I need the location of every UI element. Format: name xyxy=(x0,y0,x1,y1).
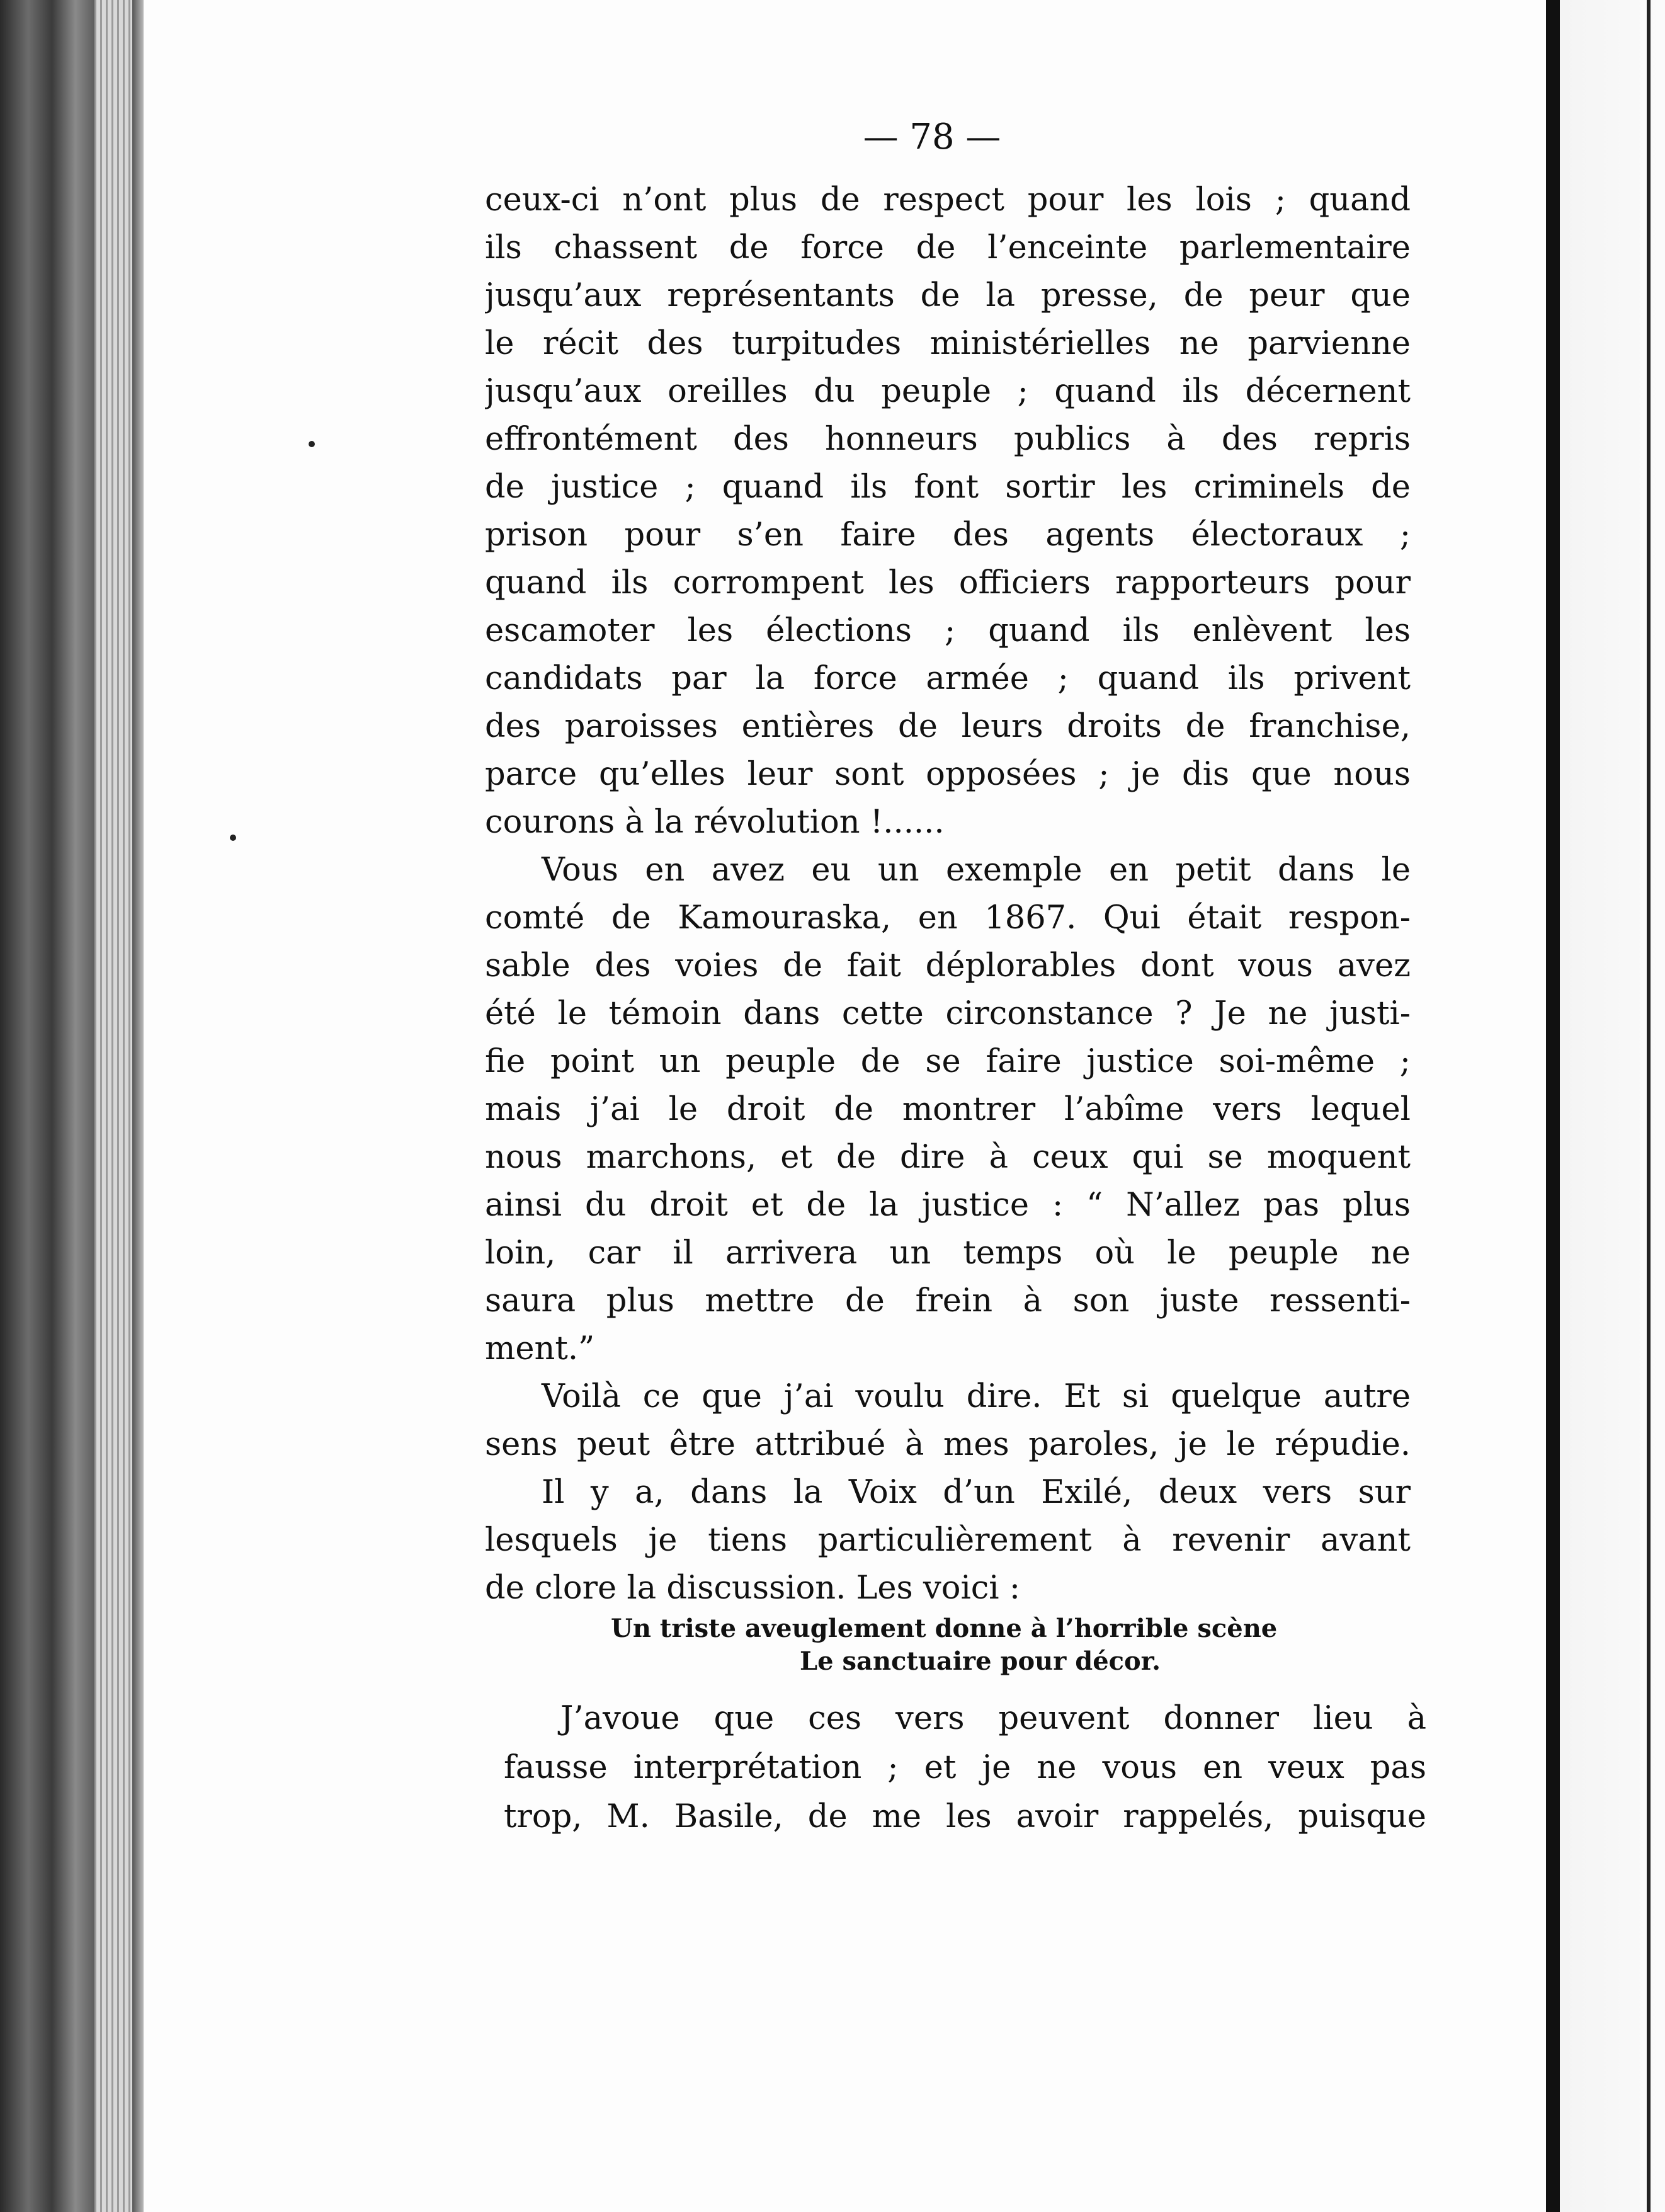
text-line: des paroisses entières de leurs droits de franchise, xyxy=(485,708,1411,745)
text-line: prison pour s’en faire des agents électoraux ; xyxy=(485,516,1411,554)
text-line: effrontément des honneurs publics à des repris xyxy=(485,421,1411,458)
text-line: courons à la révolution !...... xyxy=(485,804,945,841)
text-line: fausse interprétation ; et je ne vous en veux pas xyxy=(504,1749,1426,1786)
text-line: trop, M. Basile, de me les avoir rappelés, puisque xyxy=(504,1798,1426,1835)
body-text xyxy=(485,176,1411,1612)
gutter-shadow xyxy=(132,0,144,2212)
text-line: sens peut être attribué à mes paroles, je le répudie. xyxy=(485,1426,1411,1463)
verse-line: Un triste aveuglement donne à l’horrible scène xyxy=(611,1614,1278,1643)
scan-speck xyxy=(230,835,236,841)
text-line: parce qu’elles leur sont opposées ; je dis que nous xyxy=(485,756,1411,793)
text-line: comté de Kamouraska, en 1867. Qui était respon- xyxy=(485,899,1411,937)
text-line: nous marchons, et de dire à ceux qui se moquent xyxy=(485,1139,1411,1176)
text-line: ils chassent de force de l’enceinte parlementaire xyxy=(485,229,1411,266)
text-line: Vous en avez eu un exemple en petit dans le xyxy=(542,852,1411,889)
right-edge-line xyxy=(1647,0,1651,2212)
text-line: été le témoin dans cette circonstance ? Je ne justi- xyxy=(485,995,1411,1032)
text-line: Il y a, dans la Voix d’un Exilé, deux vers sur xyxy=(542,1474,1411,1511)
text-line: ment.” xyxy=(485,1330,595,1367)
text-line: Voilà ce que j’ai voulu dire. Et si quelque autre xyxy=(542,1378,1411,1415)
text-line: lesquels je tiens particulièrement à revenir avant xyxy=(485,1522,1411,1559)
text-line: jusqu’aux représentants de la presse, de peur que xyxy=(485,277,1411,314)
text-line: quand ils corrompent les officiers rapporteurs pour xyxy=(485,564,1411,601)
text-line: loin, car il arrivera un temps où le peuple ne xyxy=(485,1234,1411,1272)
text-line: mais j’ai le droit de montrer l’abîme vers lequel xyxy=(485,1091,1411,1128)
text-line: candidats par la force armée ; quand ils privent xyxy=(485,660,1411,697)
text-line: ainsi du droit et de la justice : “ N’allez pas plus xyxy=(485,1187,1411,1224)
verse-line: Le sanctuaire pour décor. xyxy=(800,1646,1161,1676)
body-text-continued xyxy=(504,1694,1426,1842)
text-line: jusqu’aux oreilles du peuple ; quand ils décernent xyxy=(485,373,1411,410)
text-line: saura plus mettre de frein à son juste ressenti- xyxy=(485,1282,1411,1320)
text-line: sable des voies de fait déplorables dont vous avez xyxy=(485,947,1411,984)
text-line: ceux-ci n’ont plus de respect pour les lois ; quand xyxy=(485,181,1411,219)
text-line: le récit des turpitudes ministérielles ne parvienne xyxy=(485,325,1411,362)
text-line: de clore la discussion. Les voici : xyxy=(485,1570,1021,1607)
scan-speck xyxy=(309,441,315,447)
book-binding-edge xyxy=(0,0,94,2212)
text-line: de justice ; quand ils font sortir les criminels de xyxy=(485,469,1411,506)
text-line: escamoter les élections ; quand ils enlèvent les xyxy=(485,612,1411,649)
page-number: — 78 — xyxy=(863,117,1001,157)
right-border-line xyxy=(1546,0,1560,2212)
text-line: fie point un peuple de se faire justice soi-même ; xyxy=(485,1043,1411,1080)
page-stack-edge xyxy=(94,0,132,2212)
text-line: J’avoue que ces vers peuvent donner lieu à xyxy=(560,1700,1426,1737)
